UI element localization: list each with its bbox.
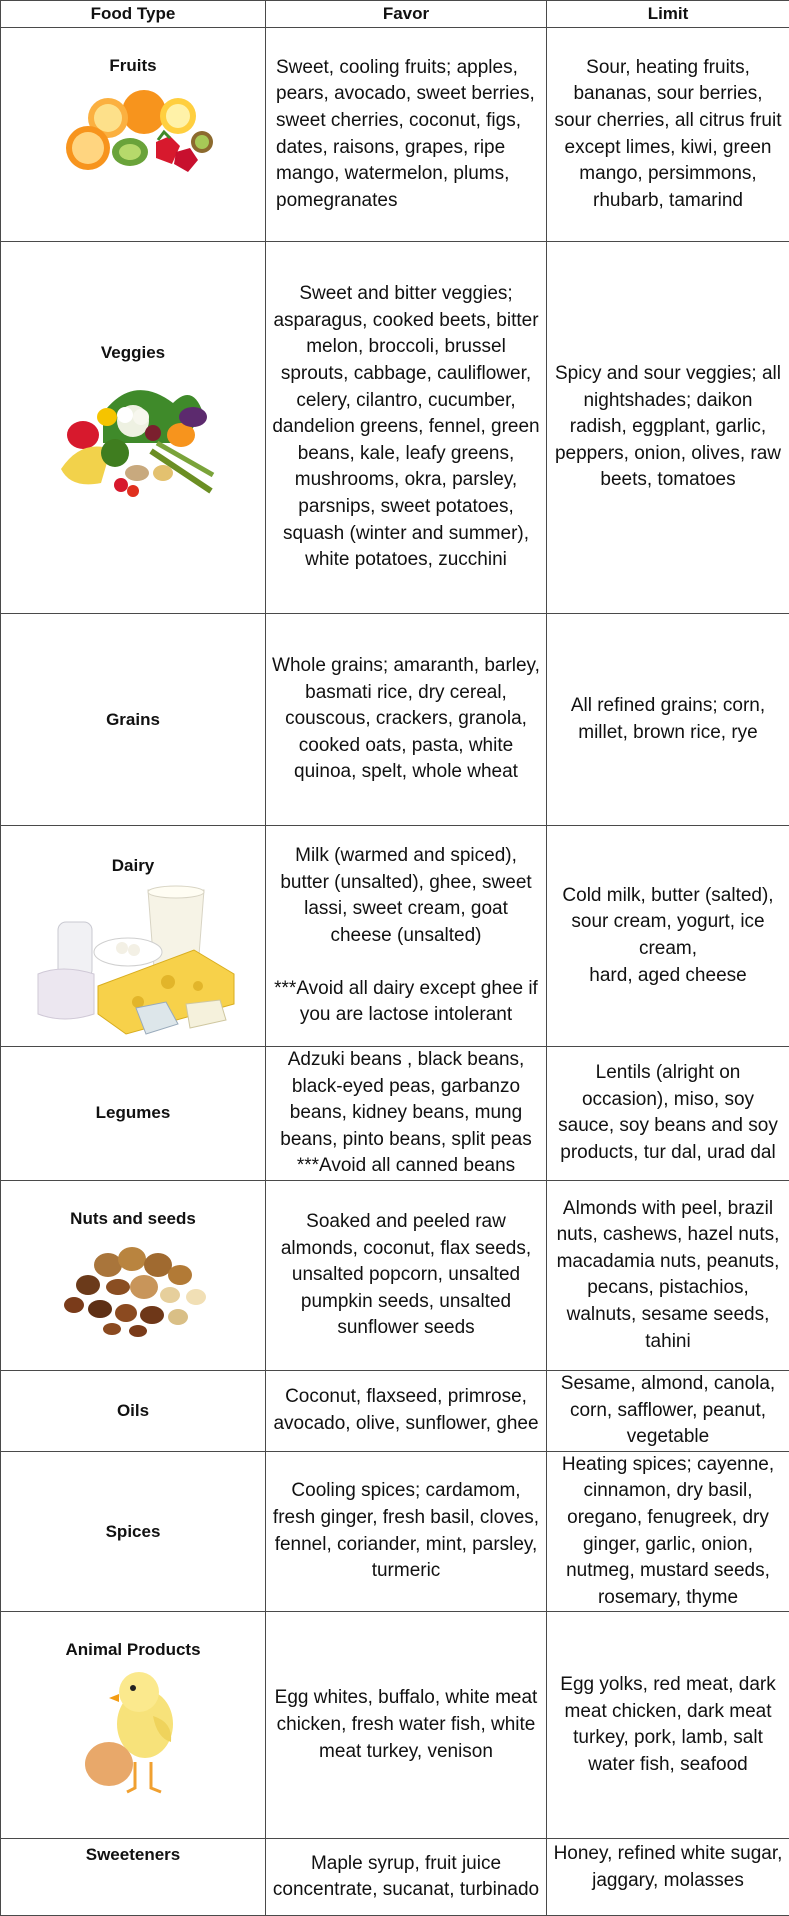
limit-cell: Almonds with peel, brazil nuts, cashews, hazel nuts, macadamia nuts, peanuts, pecans, pistachios, walnuts, sesame seeds, tahini — [547, 1180, 789, 1370]
table-row — [1, 614, 789, 826]
limit-cell: Sour, heating fruits, bananas, sour berries, sour cherries, all citrus fruit except limes, kiwi, green mango, persimmons, rhubarb, tamarind — [547, 28, 789, 242]
limit-text-2: hard, aged cheese — [589, 965, 746, 986]
food-type-cell — [1, 1451, 266, 1612]
limit-cell: Egg yolks, red meat, dark meat chicken, dark meat turkey, pork, lamb, salt water fish, seafood — [547, 1612, 789, 1839]
table-row — [1, 1839, 789, 1916]
food-type-cell — [1, 242, 266, 614]
header-favor: Favor — [266, 1, 547, 28]
table-row — [1, 1612, 789, 1839]
favor-cell: Coconut, flaxseed, primrose, avocado, olive, sunflower, ghee — [266, 1370, 547, 1451]
food-type-cell — [1, 614, 266, 826]
food-type-label: Sweeteners — [1, 1845, 265, 1865]
header-limit: Limit — [547, 1, 789, 28]
favor-text: Adzuki beans , black beans, black-eyed peas, garbanzo beans, kidney beans, mung beans, pinto beans, split peas — [280, 1049, 531, 1150]
food-type-cell — [1, 1047, 266, 1181]
limit-cell: Lentils (alright on occasion), miso, soy sauce, soy beans and soy products, tur dal, urad dal — [547, 1047, 789, 1181]
food-type-label: Dairy — [1, 856, 265, 876]
favor-note: ***Avoid all dairy except ghee if you are lactose intolerant — [272, 976, 540, 1029]
dairy-image — [18, 882, 248, 1042]
chick-egg-image — [73, 1666, 193, 1796]
favor-cell: Whole grains; amaranth, barley, basmati rice, dry cereal, couscous, crackers, granola, cooked oats, pasta, white quinoa, spelt, whole wheat — [266, 614, 547, 826]
food-type-cell — [1, 28, 266, 242]
table-row — [1, 28, 789, 242]
table-row — [1, 1180, 789, 1370]
limit-cell: All refined grains; corn, millet, brown rice, rye — [547, 614, 789, 826]
fruits-image — [48, 82, 218, 178]
food-type-cell — [1, 1839, 266, 1916]
header-row — [1, 1, 789, 28]
favor-cell: Sweet and bitter veggies; asparagus, cooked beets, bitter melon, broccoli, brussel sprouts, cabbage, cauliflower, celery, cilantro, cucumber, dandelion greens, fennel, green beans, kale, leafy greens, mushrooms, okra, parsley, parsnips, sweet potatoes, squash (winter and summer), white potatoes, zucchini — [266, 242, 547, 614]
favor-cell: Egg whites, buffalo, white meat chicken, fresh water fish, white meat turkey, venison — [266, 1612, 547, 1839]
food-type-cell — [1, 1180, 266, 1370]
food-type-label: Fruits — [1, 56, 265, 76]
food-type-label: Nuts and seeds — [1, 1209, 265, 1229]
table-row — [1, 1451, 789, 1612]
limit-cell — [547, 826, 789, 1047]
header-food-type: Food Type — [1, 1, 266, 28]
favor-cell — [266, 1047, 547, 1181]
table-row — [1, 242, 789, 614]
nuts-image — [48, 1235, 218, 1339]
food-type-label: Oils — [1, 1401, 265, 1421]
table-row — [1, 1370, 789, 1451]
favor-note: ***Avoid all canned beans — [297, 1155, 515, 1176]
food-type-cell — [1, 1370, 266, 1451]
limit-text: Cold milk, butter (salted), sour cream, yogurt, ice cream, — [562, 885, 773, 959]
favor-cell: Soaked and peeled raw almonds, coconut, flax seeds, unsalted popcorn, unsalted pumpkin seeds, unsalted sunflower seeds — [266, 1180, 547, 1370]
food-type-label: Legumes — [1, 1103, 265, 1123]
favor-cell: Maple syrup, fruit juice concentrate, sucanat, turbinado — [266, 1839, 547, 1916]
food-type-label: Spices — [1, 1522, 265, 1542]
vegetables-image — [33, 373, 233, 513]
limit-cell: Spicy and sour veggies; all nightshades; daikon radish, eggplant, garlic, peppers, onion, olives, raw beets, tomatoes — [547, 242, 789, 614]
limit-cell: Honey, refined white sugar, jaggary, molasses — [547, 1839, 789, 1916]
favor-cell: Cooling spices; cardamom, fresh ginger, fresh basil, cloves, fennel, coriander, mint, parsley, turmeric — [266, 1451, 547, 1612]
favor-cell: Sweet, cooling fruits; apples, pears, avocado, sweet berries, sweet cherries, coconut, figs, dates, raisons, grapes, ripe mango, watermelon, plums, pomegranates — [266, 28, 547, 242]
food-type-label: Veggies — [1, 343, 265, 363]
table-row — [1, 1047, 789, 1181]
favor-cell — [266, 826, 547, 1047]
food-type-cell — [1, 1612, 266, 1839]
limit-cell: Sesame, almond, canola, corn, safflower, peanut, vegetable — [547, 1370, 789, 1451]
food-type-cell — [1, 826, 266, 1047]
limit-cell: Heating spices; cayenne, cinnamon, dry basil, oregano, fenugreek, dry ginger, garlic, onion, nutmeg, mustard seeds, rosemary, thyme — [547, 1451, 789, 1612]
table-row — [1, 826, 789, 1047]
favor-text: Milk (warmed and spiced), butter (unsalted), ghee, sweet lassi, sweet cream, goat cheese (unsalted) — [280, 845, 531, 946]
food-type-label: Grains — [1, 710, 265, 730]
food-type-label: Animal Products — [1, 1640, 265, 1660]
